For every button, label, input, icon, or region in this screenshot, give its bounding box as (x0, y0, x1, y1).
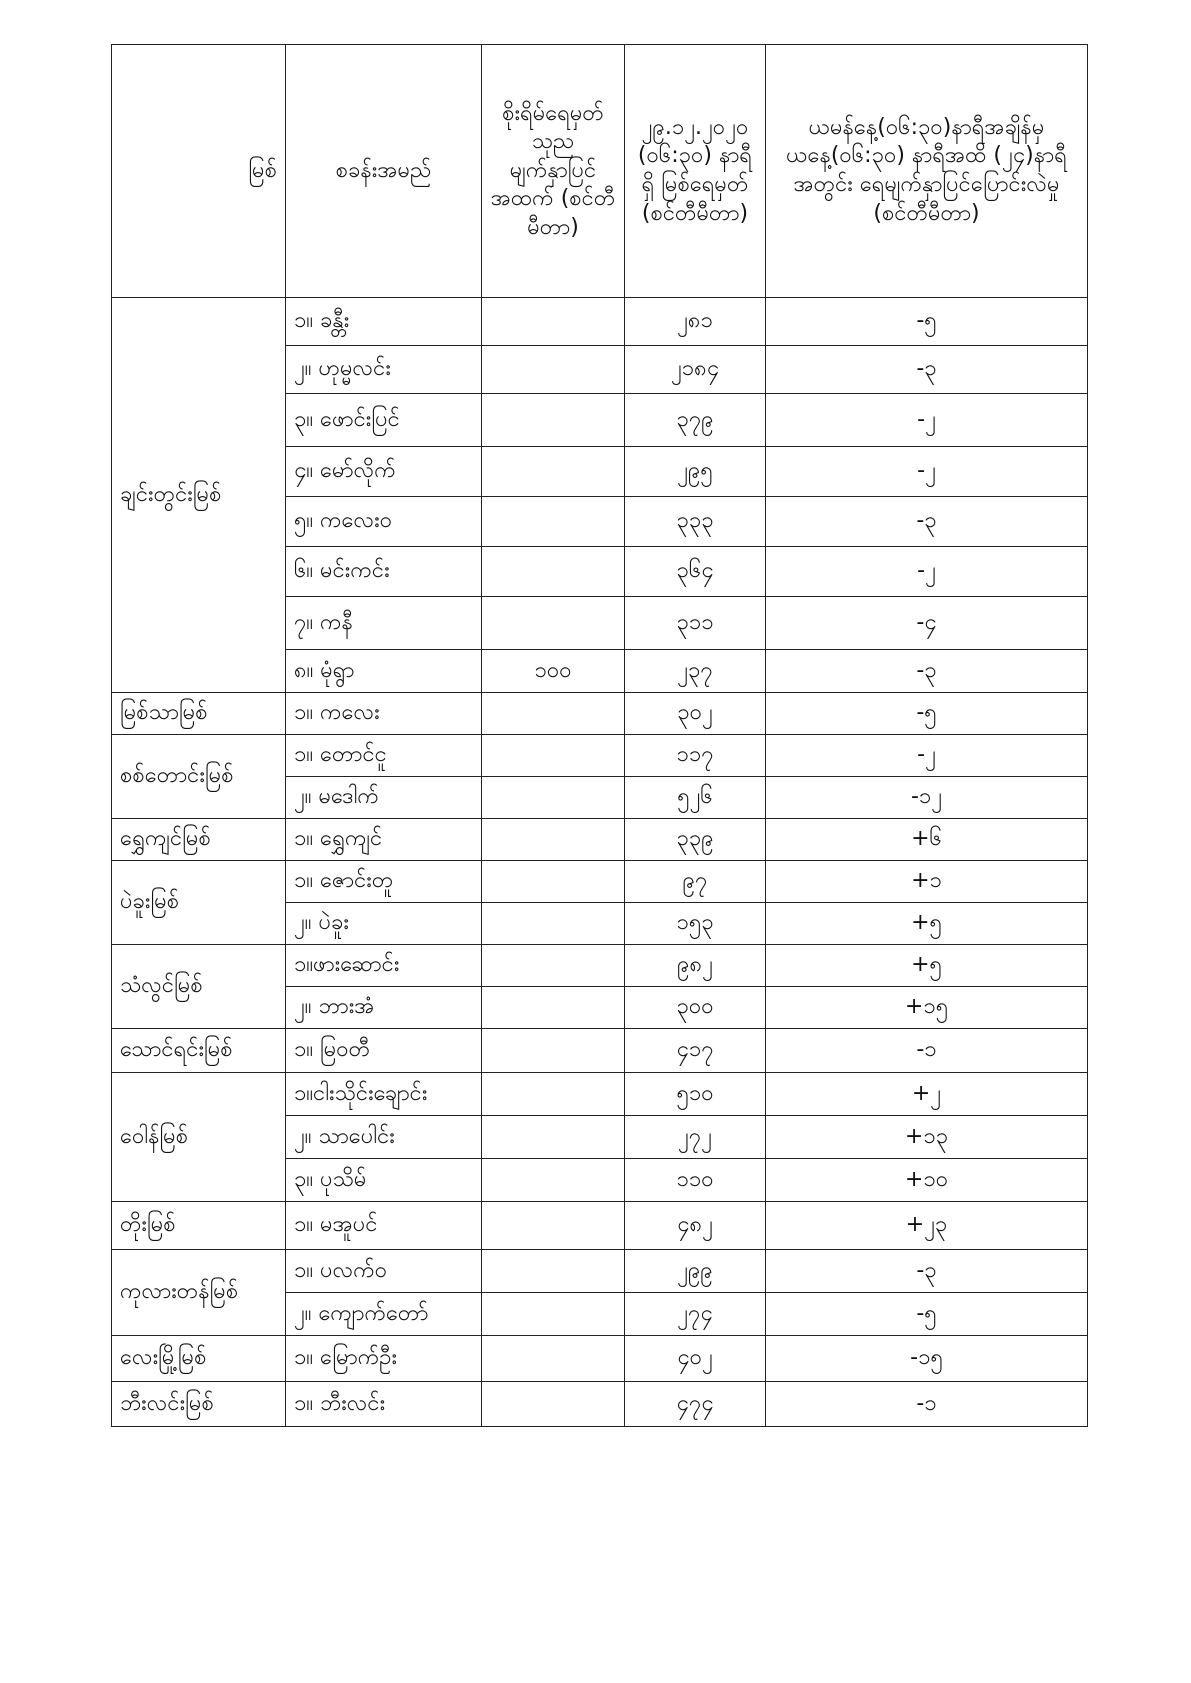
station-name: ၁။ ပလက်ဝ (286, 1250, 482, 1293)
river-water-level-table (111, 44, 1088, 1427)
water-level: ၅၂၆ (625, 777, 766, 819)
station-name: ၂။ ကျောက်တော် (286, 1293, 482, 1336)
river-name: မြစ်သာမြစ် (112, 693, 286, 735)
level-change: -၃ (766, 346, 1088, 394)
danger-level (482, 777, 625, 819)
danger-level (482, 597, 625, 650)
table-row (112, 1073, 1088, 1116)
station-name: ၇။ ကနီ (286, 597, 482, 650)
water-level: ၁၁၇ (625, 735, 766, 777)
water-level: ၁၅၃ (625, 903, 766, 945)
station-name: ၁။ ဇောင်းတူ (286, 861, 482, 903)
table-row (112, 1202, 1088, 1250)
station-name: ၂။ သာပေါင်း (286, 1116, 482, 1159)
danger-level (482, 693, 625, 735)
river-name: တိုးမြစ် (112, 1202, 286, 1250)
river-name: လေးမြို့မြစ် (112, 1336, 286, 1382)
station-name: ၁။ မြဝတီ (286, 1029, 482, 1073)
table-row (112, 945, 1088, 987)
level-change: -၂ (766, 447, 1088, 497)
river-name: ဝေါန်မြစ် (112, 1073, 286, 1202)
header-water-level: ၂၉.၁၂.၂၀၂၀ (၀၆:၃၀) နာရီရှိ မြစ်ရေမှတ် (စင်တီမီတာ) (625, 45, 766, 298)
danger-level (482, 497, 625, 547)
danger-level (482, 1250, 625, 1293)
water-level: ၃၆၄ (625, 547, 766, 597)
water-level: ၂၁၈၄ (625, 346, 766, 394)
level-change: +၆ (766, 819, 1088, 861)
station-name: ၃။ ဖောင်းပြင် (286, 394, 482, 447)
river-name: ရွှေကျင်မြစ် (112, 819, 286, 861)
water-level: ၃၇၉ (625, 394, 766, 447)
station-name: ၁။ ရွှေကျင် (286, 819, 482, 861)
level-change: +၁ (766, 861, 1088, 903)
water-level: ၃၃၉ (625, 819, 766, 861)
danger-level (482, 945, 625, 987)
station-name: ၆။ မင်းကင်း (286, 547, 482, 597)
station-name: ၈။ မုံရွာ (286, 650, 482, 693)
water-level: ၃၀၂ (625, 693, 766, 735)
station-name: ၂။ ဘားအံ (286, 987, 482, 1029)
water-level: ၂၇၄ (625, 1293, 766, 1336)
danger-level (482, 735, 625, 777)
danger-level (482, 1202, 625, 1250)
table-row (112, 298, 1088, 346)
level-change: -၃ (766, 497, 1088, 547)
level-change: +၅ (766, 945, 1088, 987)
level-change: -၂ (766, 735, 1088, 777)
danger-level (482, 394, 625, 447)
danger-level (482, 903, 625, 945)
level-change: +၁၃ (766, 1116, 1088, 1159)
danger-level (482, 447, 625, 497)
level-change: -၄ (766, 597, 1088, 650)
danger-level (482, 346, 625, 394)
level-change: +၅ (766, 903, 1088, 945)
danger-level (482, 1029, 625, 1073)
station-name: ၁။ဖားဆောင်း (286, 945, 482, 987)
station-name: ၂။ မဒေါက် (286, 777, 482, 819)
table-row (112, 1029, 1088, 1073)
station-name: ၅။ ကလေးဝ (286, 497, 482, 547)
water-level: ၁၁၀ (625, 1159, 766, 1202)
danger-level (482, 987, 625, 1029)
level-change: -၁ (766, 1382, 1088, 1427)
river-name: သံလွင်မြစ် (112, 945, 286, 1029)
water-level: ၂၈၁ (625, 298, 766, 346)
header-change-24h: ယမန်နေ့(၀၆:၃၀)နာရီအချိန်မှ ယနေ့(၀၆:၃၀) နာရီအထိ (၂၄)နာရီအတွင်း ရေမျက်နှာပြင်ပြောင်းလဲမှု (စင်တီမီတာ) (766, 45, 1088, 298)
water-level: ၃၁၁ (625, 597, 766, 650)
water-level: ၄၇၄ (625, 1382, 766, 1427)
header-danger-level: စိုးရိမ်ရေမှတ် သုည မျက်နှာပြင် အထက် (စင်တီမီတာ) (482, 45, 625, 298)
table-row (112, 693, 1088, 735)
water-level: ၄၈၂ (625, 1202, 766, 1250)
river-name: စစ်တောင်းမြစ် (112, 735, 286, 819)
level-change: -၅ (766, 298, 1088, 346)
water-level: ၃၀၀ (625, 987, 766, 1029)
river-name: သောင်ရင်းမြစ် (112, 1029, 286, 1073)
table-row (112, 861, 1088, 903)
station-name: ၃။ ပုသိမ် (286, 1159, 482, 1202)
table-row (112, 735, 1088, 777)
danger-level (482, 819, 625, 861)
table-row (112, 1382, 1088, 1427)
station-name: ၁။ ကလေး (286, 693, 482, 735)
danger-level (482, 1116, 625, 1159)
station-name: ၁။ တောင်ငူ (286, 735, 482, 777)
station-name: ၁။ မြောက်ဦး (286, 1336, 482, 1382)
water-level: ၃၃၃ (625, 497, 766, 547)
header-row (112, 45, 1088, 298)
station-name: ၁။ မအူပင် (286, 1202, 482, 1250)
water-level: ၂၉၅ (625, 447, 766, 497)
danger-level (482, 298, 625, 346)
level-change: -၂ (766, 547, 1088, 597)
danger-level (482, 861, 625, 903)
header-river: မြစ် (112, 45, 286, 298)
table-row (112, 1336, 1088, 1382)
danger-level (482, 1382, 625, 1427)
water-level: ၅၁၀ (625, 1073, 766, 1116)
danger-level: ၁၀၀ (482, 650, 625, 693)
station-name: ၂။ ဟုမ္မလင်း (286, 346, 482, 394)
river-name: ဘီးလင်းမြစ် (112, 1382, 286, 1427)
table-row (112, 1250, 1088, 1293)
danger-level (482, 1159, 625, 1202)
level-change: -၁၅ (766, 1336, 1088, 1382)
danger-level (482, 547, 625, 597)
table-row (112, 819, 1088, 861)
river-name: ပဲခူးမြစ် (112, 861, 286, 945)
station-name: ၄။ မော်လိုက် (286, 447, 482, 497)
water-level: ၄၀၂ (625, 1336, 766, 1382)
level-change: -၂ (766, 394, 1088, 447)
river-name: ချင်းတွင်းမြစ် (112, 298, 286, 693)
danger-level (482, 1073, 625, 1116)
level-change: -၁၂ (766, 777, 1088, 819)
station-name: ၂။ ပဲခူး (286, 903, 482, 945)
water-level: ၂၃၇ (625, 650, 766, 693)
water-level: ၉၈၂ (625, 945, 766, 987)
level-change: +၂ (766, 1073, 1088, 1116)
level-change: +၁၅ (766, 987, 1088, 1029)
water-level: ၄၁၇ (625, 1029, 766, 1073)
level-change: -၅ (766, 1293, 1088, 1336)
level-change: -၃ (766, 650, 1088, 693)
level-change: -၅ (766, 693, 1088, 735)
danger-level (482, 1336, 625, 1382)
water-level: ၂၇၂ (625, 1116, 766, 1159)
danger-level (482, 1293, 625, 1336)
river-name: ကုလားတန်မြစ် (112, 1250, 286, 1336)
level-change: +၂၃ (766, 1202, 1088, 1250)
station-name: ၁။ ဘီးလင်း (286, 1382, 482, 1427)
station-name: ၁။ငါးသိုင်းချောင်း (286, 1073, 482, 1116)
level-change: -၃ (766, 1250, 1088, 1293)
header-station: စခန်းအမည် (286, 45, 482, 298)
water-level: ၂၉၉ (625, 1250, 766, 1293)
table-body (112, 298, 1088, 1427)
water-level: ၉၇ (625, 861, 766, 903)
level-change: +၁၀ (766, 1159, 1088, 1202)
level-change: -၁ (766, 1029, 1088, 1073)
station-name: ၁။ ခန္တီး (286, 298, 482, 346)
